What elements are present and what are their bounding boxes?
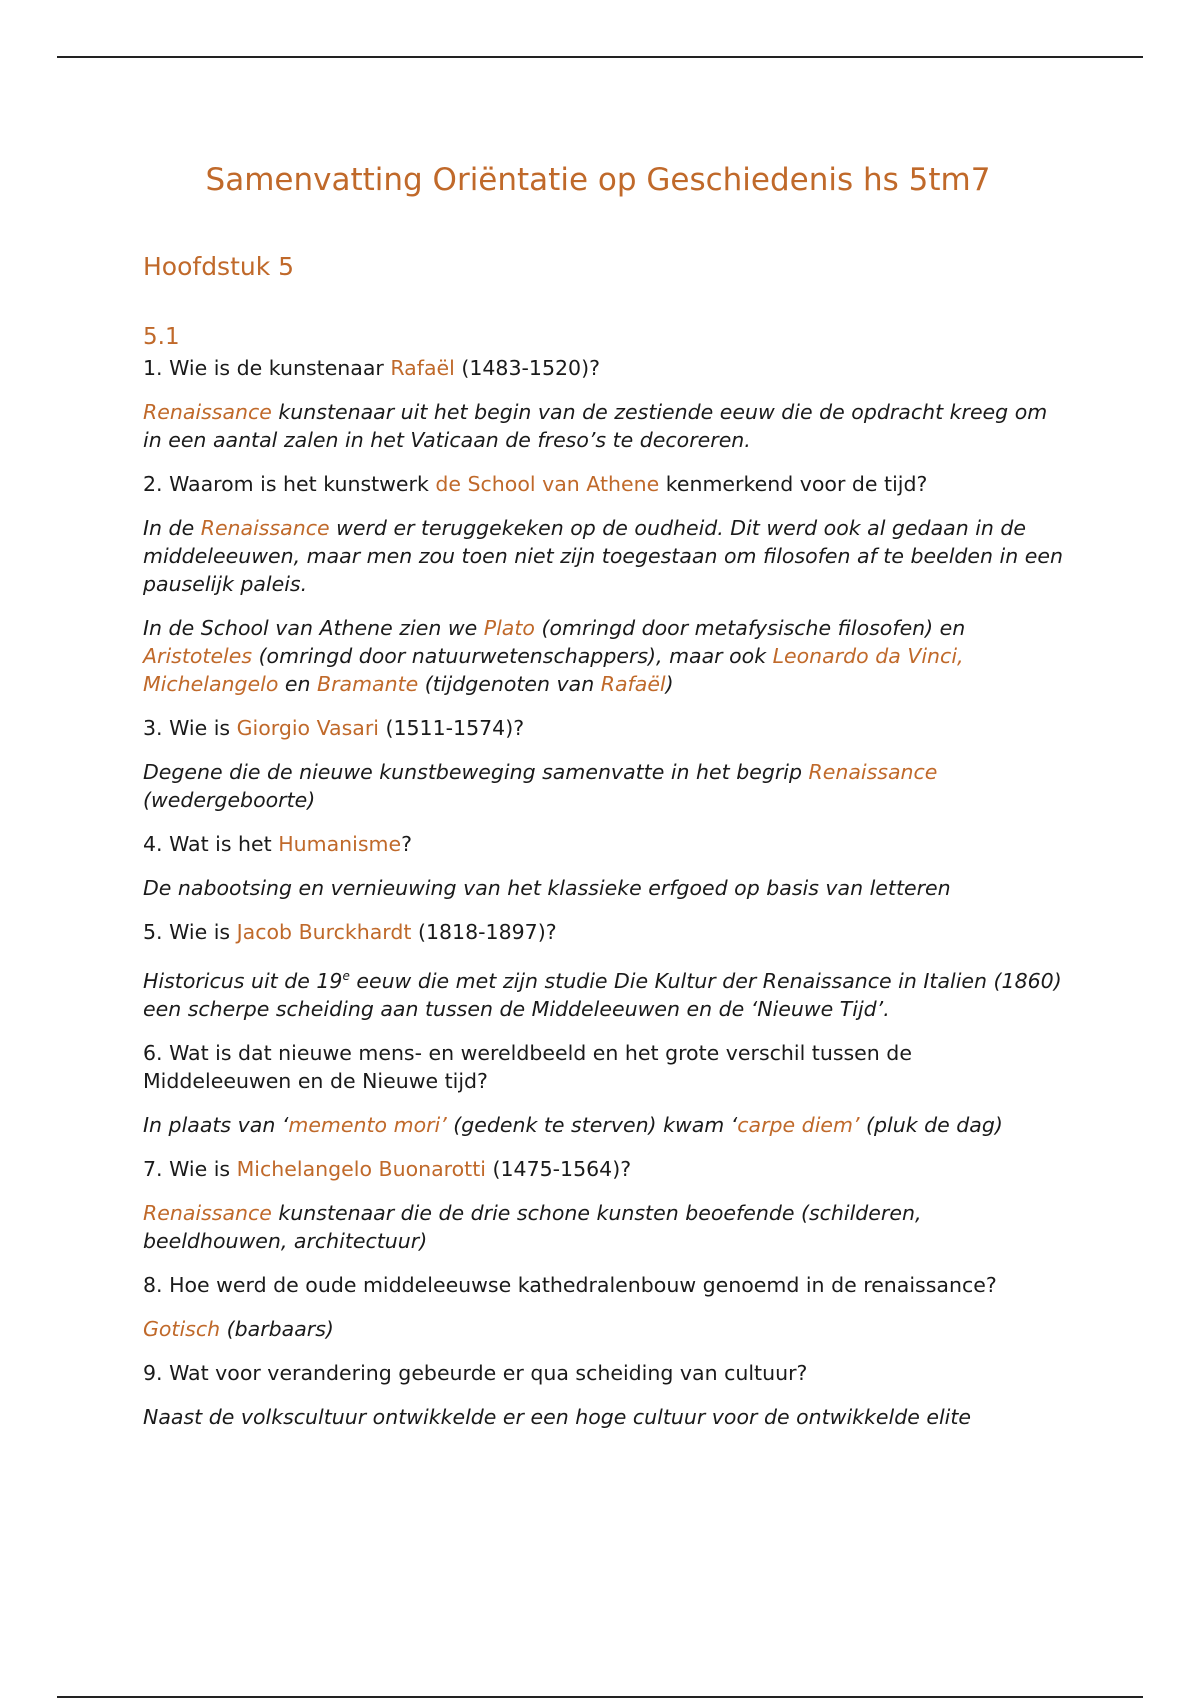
text-run: (omringd door metafysische filosofen) en: [534, 616, 966, 640]
text-run: kunstenaar die de drie schone kunsten beoefende (schilderen, beeldhouwen, architectuur): [143, 1200, 922, 1253]
text-run: 2. Waarom is het kunstwerk: [143, 472, 436, 496]
text-run: In plaats van ‘: [143, 1112, 289, 1137]
question: [143, 830, 1063, 858]
text-run: Degene die de nieuwe kunstbeweging samenvatte in het begrip: [143, 760, 809, 784]
text-run: 7. Wie is: [143, 1156, 237, 1181]
text-run: en: [278, 672, 318, 696]
highlighted-term: de School van Athene: [435, 472, 660, 496]
highlighted-term: memento mori’: [288, 1112, 447, 1137]
question: [143, 918, 1063, 946]
answer: [143, 614, 1063, 698]
highlighted-term: Jacob Burckhardt: [236, 920, 412, 944]
highlighted-term: Renaissance: [200, 516, 330, 540]
superscript: e: [342, 969, 350, 983]
highlighted-term: Humanisme: [278, 832, 402, 856]
question: [143, 1359, 1063, 1387]
question: [143, 714, 1063, 742]
highlighted-term: Giorgio Vasari: [236, 716, 379, 740]
answer: [143, 1199, 1063, 1255]
text-run: Naast de volkscultuur ontwikkelde er een hoge cultuur voor de ontwikkelde elite: [143, 1404, 971, 1429]
question: [143, 1155, 1063, 1183]
text-run: (1511-1574)?: [378, 716, 525, 740]
text-run: (1818-1897)?: [411, 920, 557, 944]
text-run: (tijdgenoten van: [418, 672, 601, 696]
text-run: (omringd door natuurwetenschappers), maar ook: [252, 644, 773, 668]
highlighted-term: Rafaël: [390, 356, 455, 380]
text-run: 1. Wie is de kunstenaar: [143, 356, 391, 380]
text-run: 4. Wat is het: [143, 832, 279, 856]
text-run: In de School van Athene zien we: [143, 616, 484, 640]
highlighted-term: Renaissance: [143, 400, 272, 424]
highlighted-term: Michelangelo Buonarotti: [236, 1156, 486, 1181]
highlighted-term: Renaissance: [143, 1200, 272, 1225]
question: [143, 1271, 1063, 1299]
answer: [143, 398, 1063, 454]
text-run: 6. Wat is dat nieuwe mens- en wereldbeeld en het grote verschil tussen de Middeleeuwen en de Nieuwe tijd?: [143, 1040, 912, 1093]
text-run: kenmerkend voor de tijd?: [659, 472, 928, 496]
text-run: (1483-1520)?: [454, 356, 600, 380]
highlighted-term: Rafaël: [600, 672, 666, 696]
text-run: kunstenaar uit het begin van de zestiende eeuw die de opdracht kreeg om in een aantal zalen in het Vaticaan de freso’s te decoreren.: [143, 400, 1048, 452]
top-rule: [57, 56, 1143, 58]
text-run: (gedenk te sterven) kwam ‘: [446, 1112, 738, 1137]
bottom-rule: [57, 1696, 1143, 1698]
text-run: (1475-1564)?: [485, 1156, 632, 1181]
text-run: 8. Hoe werd de oude middeleeuwse kathedralenbouw genoemd in de renaissance?: [143, 1272, 997, 1297]
answer: [143, 1403, 1063, 1431]
question: [143, 1039, 1063, 1095]
highlighted-term: carpe diem’: [737, 1112, 860, 1137]
text-run: (barbaars): [220, 1316, 334, 1341]
highlighted-term: Aristoteles: [143, 644, 253, 668]
text-run: werd er teruggekeken op de oudheid. Dit werd ook al gedaan in de middeleeuwen, maar men zou toen niet zijn toegestaan om filosofen af te beelden in een pauselijk paleis.: [143, 516, 1063, 596]
highlighted-term: Gotisch: [143, 1316, 221, 1341]
answer: [143, 962, 1063, 1023]
text-run: ?: [401, 832, 412, 856]
text-run: 9. Wat voor verandering gebeurde er qua scheiding van cultuur?: [143, 1360, 808, 1385]
text-run: De nabootsing en vernieuwing van het klassieke erfgoed op basis van letteren: [143, 876, 951, 900]
text-run: eeuw die met zijn studie Die Kultur der Renaissance in Italien (1860) een scherpe scheiding aan tussen de Middeleeuwen en de ‘Nieuwe Tijd’.: [143, 968, 1062, 1021]
answer: [143, 1111, 1063, 1139]
highlighted-term: Bramante: [317, 672, 419, 696]
highlighted-term: Renaissance: [808, 760, 938, 784]
question: [143, 354, 1063, 382]
chapter-heading: Hoofdstuk 5: [143, 252, 295, 281]
text-run: In de: [143, 516, 201, 540]
document-title: Samenvatting Oriëntatie op Geschiedenis hs 5tm7: [205, 162, 991, 198]
question: [143, 470, 1063, 498]
text-run: (wedergeboorte): [143, 788, 316, 812]
highlighted-term: Plato: [483, 616, 535, 640]
answer: [143, 874, 1063, 902]
highlighted-term: Leonardo da Vinci, Michelangelo: [143, 644, 964, 696]
text-run: (pluk de dag): [859, 1112, 1003, 1137]
text-run: 5. Wie is: [143, 920, 237, 944]
text-run: ): [665, 672, 674, 696]
section-heading: 5.1: [143, 324, 180, 350]
text-run: 3. Wie is: [143, 716, 237, 740]
answer: [143, 758, 1063, 814]
answer: [143, 1315, 1063, 1343]
qa-list: [143, 354, 1063, 1447]
answer: [143, 514, 1063, 598]
text-run: Historicus uit de 19: [143, 968, 343, 993]
